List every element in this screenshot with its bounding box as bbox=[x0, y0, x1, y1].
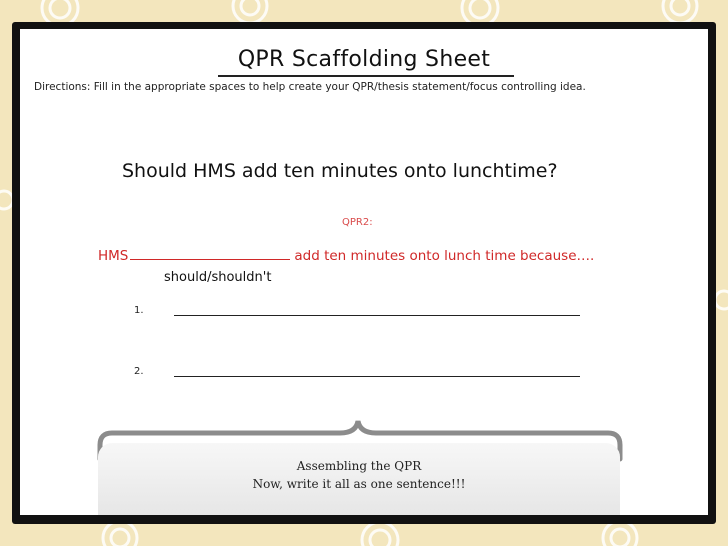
qpr2-label: QPR2: bbox=[342, 217, 373, 228]
reason-number-1: 1. bbox=[134, 305, 144, 316]
statement-start: HMS bbox=[98, 248, 129, 264]
sheet-title: QPR Scaffolding Sheet bbox=[237, 47, 491, 72]
statement-end: add ten minutes onto lunch time because…. bbox=[294, 248, 595, 264]
reason-number-2: 2. bbox=[134, 366, 144, 377]
directions-text: Directions: Fill in the appropriate spaces to help create your QPR/thesis statement/focus controlling idea. bbox=[34, 81, 586, 93]
callout-title: Assembling the QPR bbox=[296, 459, 422, 473]
research-question: Should HMS add ten minutes onto lunchtime? bbox=[122, 160, 558, 182]
blank-hint: should/shouldn't bbox=[164, 270, 272, 285]
callout-instruction: Now, write it all as one sentence!!! bbox=[252, 477, 466, 491]
assembling-callout bbox=[98, 443, 620, 515]
worksheet bbox=[20, 29, 708, 515]
